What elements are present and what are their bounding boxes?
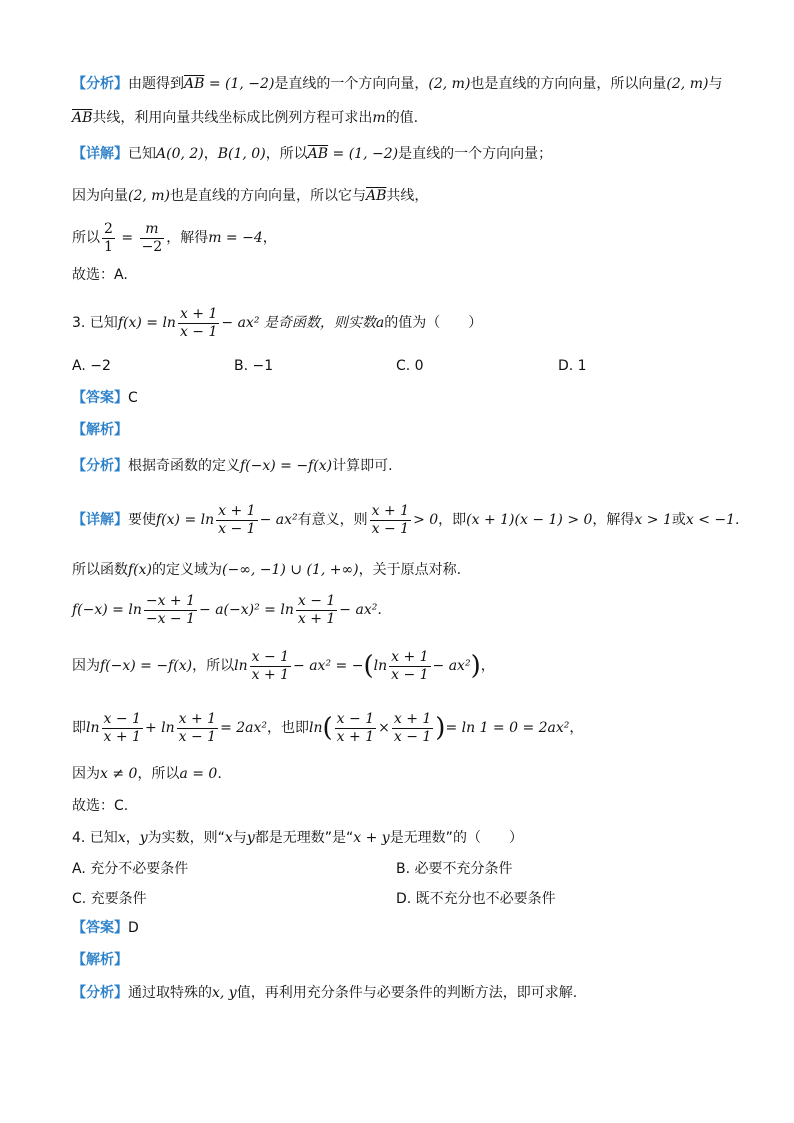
fraction: $\frac{x - 1}{x + 1}$: [297, 592, 336, 627]
vector-2m: (2, m): [666, 76, 709, 92]
fraction: $\frac{x - 1}{x + 1}$: [336, 710, 375, 745]
vector-2m: (2, m): [128, 188, 171, 204]
answer-line: 【答案】C: [72, 390, 138, 406]
vector-ab: $\overline{AB}$: [307, 146, 329, 162]
option-d: D. 既不充分也不必要条件: [396, 891, 556, 907]
fraction: $\frac{m}{-2}$: [141, 220, 163, 255]
q3-since-line: 因为x ≠ 0，所以a = 0.: [72, 766, 222, 782]
analysis-text: 共线，利用向量共线坐标成比例列方程可求出: [92, 110, 373, 126]
detail-tag: 【详解】: [72, 146, 128, 162]
vector-ab-value: = (1, −2): [204, 76, 275, 92]
detail-text: ，: [203, 146, 218, 162]
variable-m: m: [372, 110, 386, 126]
q3-detail-line-1: 【详解】要使f(x) = ln $\frac{x + 1}{x - 1}$ − ax²有意义，则 $\frac{x + 1}{x - 1}$ > 0，即(x + 1)(x − 1) > 0，解得x > 1或x < −1.: [72, 502, 740, 537]
detail-text: 共线，: [386, 188, 429, 204]
fraction: $\frac{x + 1}{x - 1}$: [218, 502, 256, 537]
vector-ab: $\overline{AB}$: [184, 76, 205, 92]
option-b: B. −1: [234, 358, 274, 374]
detail-line-1: [72, 144, 552, 164]
analysis-line-1: [72, 74, 722, 94]
option-a: A. −2: [72, 358, 111, 374]
q3-choice-line: 故选：C.: [72, 798, 129, 814]
vector-ab: $\overline{AB}$: [366, 188, 387, 204]
vector-ab-value: = (1, −2): [328, 146, 399, 162]
result-m: m = −4: [208, 230, 263, 246]
solution-tag-line: 【解析】: [72, 422, 128, 438]
fraction: $\frac{x - 1}{x + 1}$: [251, 648, 290, 683]
detail-text: ，: [262, 230, 277, 246]
analysis-text: 由题得到: [128, 76, 184, 92]
detail-text: 因为向量: [72, 188, 128, 204]
analysis-text: 也是直线的方向向量，所以向量: [470, 76, 667, 92]
option-c: C. 充要条件: [72, 891, 147, 907]
analysis-text: 与: [708, 76, 723, 92]
detail-text: 也是直线的方向向量，所以它与: [170, 188, 367, 204]
fraction: $\frac{x + 1}{x - 1}$: [393, 710, 432, 745]
detail-text: ，解得: [166, 230, 209, 246]
solution-tag-line: 【解析】: [72, 952, 128, 968]
fraction: $\frac{-x + 1}{-x - 1}$: [145, 592, 196, 627]
analysis-text: 是直线的一个方向向量，: [274, 76, 429, 92]
question-3-stem: 3. 已知f(x) = ln $\frac{x + 1}{x - 1}$ − ax² 是奇函数，则实数a的值为（ ）: [72, 305, 483, 340]
q3-domain-line: 所以函数f(x)的定义域为(−∞, −1) ∪ (1, +∞)，关于原点对称.: [72, 562, 462, 578]
option-c: C. 0: [396, 358, 424, 374]
detail-line-3: 所以 $\frac{2}{1}$ = $\frac{m}{-2}$ ，解得m = −4，: [72, 220, 277, 255]
analysis-line-2: [72, 108, 418, 128]
question-4-stem: 4. 已知x，y为实数，则“x与y都是无理数”是“x + y是无理数”的（ ）: [72, 830, 523, 846]
q3-analysis-line: 【分析】根据奇函数的定义f(−x) = −f(x)计算即可.: [72, 458, 393, 474]
point-b: B(1, 0): [217, 146, 266, 162]
fraction: $\frac{2}{1}$: [104, 220, 113, 255]
q3-ji-line: 即ln $\frac{x - 1}{x + 1}$ + ln $\frac{x + 1}{x - 1}$ = 2ax²，也即ln( $\frac{x - 1}{x + 1}$ × $\frac{x + 1}{x - 1}$ )= ln 1 = 0 = 2ax²，: [72, 710, 584, 745]
fraction: $\frac{x - 1}{x + 1}$: [103, 710, 141, 745]
analysis-text: 的值.: [385, 110, 419, 126]
q3-odd-line: 因为f(−x) = −f(x)，所以ln $\frac{x - 1}{x + 1}$ − ax² = −(ln $\frac{x + 1}{x - 1}$ − ax²)，: [72, 648, 495, 683]
option-a: A. 充分不必要条件: [72, 861, 189, 877]
answer-line: 【答案】D: [72, 920, 139, 936]
detail-text: 所以: [72, 230, 100, 246]
analysis-tag: 【分析】: [72, 76, 128, 92]
choice-line: 故选：A.: [72, 267, 128, 283]
fraction: $\frac{x + 1}{x - 1}$: [179, 305, 218, 340]
fraction: $\frac{x + 1}{x - 1}$: [178, 710, 217, 745]
option-b: B. 必要不充分条件: [396, 861, 513, 877]
vector-ab: $\overline{AB}$: [72, 110, 93, 126]
q3-neg-line: f(−x) = ln $\frac{-x + 1}{-x - 1}$ − a(−x)² = ln $\frac{x - 1}{x + 1}$ − ax².: [72, 592, 382, 627]
detail-text: 是直线的一个方向向量；: [398, 146, 553, 162]
point-a: A(0, 2): [156, 146, 204, 162]
fraction: $\frac{x + 1}{x - 1}$: [371, 502, 410, 537]
detail-text: 已知: [128, 146, 156, 162]
detail-text: ，所以: [265, 146, 308, 162]
vector-2m: (2, m): [428, 76, 471, 92]
option-d: D. 1: [558, 358, 587, 374]
fraction: $\frac{x + 1}{x - 1}$: [391, 648, 429, 683]
q4-analysis-line: 【分析】通过取特殊的x, y值，再利用充分条件与必要条件的判断方法，即可求解.: [72, 985, 578, 1001]
detail-line-2: [72, 186, 428, 206]
